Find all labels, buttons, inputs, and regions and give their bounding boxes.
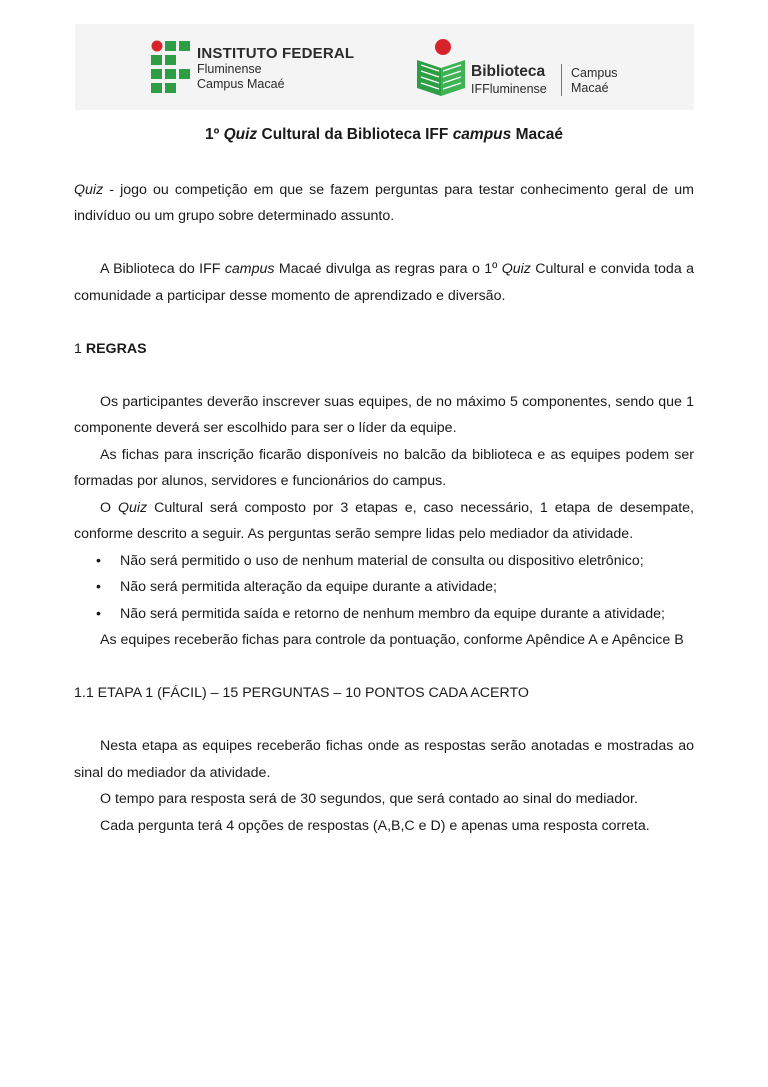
etapa1-paragraph-3: Cada pergunta terá 4 opções de respostas (A,B,C e D) e apenas uma resposta correta. [100,817,650,834]
section-heading-etapa1: 1.1 ETAPA 1 (FÁCIL) – 15 PERGUNTAS – 10 PONTOS CADA ACERTO [74,685,529,701]
iff-name [197,46,354,90]
etapa1-paragraph-1: Nesta etapa as equipes receberão fichas onde as respostas serão anotadas e mostradas ao sinal do mediador da atividade. [74,738,694,781]
document-body [74,122,694,839]
biblioteca-book-icon [413,38,469,98]
biblioteca-name [471,64,547,95]
list-item: • Não será permitida alteração da equipe durante a atividade; [96,574,694,601]
biblioteca-campus [571,66,618,96]
document-title: 1º Quiz Cultural da Biblioteca IFF campus Macaé [205,126,563,143]
biblioteca-title: Biblioteca [471,63,546,80]
iff-line2: Campus Macaé [197,76,285,91]
quiz-definition: Quiz - jogo ou competição em que se fazem perguntas para testar conhecimento geral de um indivíduo ou um grupo sobre determinado assunto. [74,181,694,224]
section-heading-regras: 1 REGRAS [74,340,147,357]
rules-paragraph-3: O Quiz Cultural será composto por 3 etapas e, caso necessário, 1 etapa de desempate, conforme descrito a seguir. As perguntas serão sempre lidas pelo mediador da atividade. [74,499,694,542]
rules-paragraph-1: Os participantes deverão inscrever suas equipes, de no máximo 5 componentes, sendo que 1 componente deverá ser escolhido para ser o líder da equipe. [74,393,694,436]
campus-line1: Campus [571,66,618,80]
iff-logo-icon [151,40,191,100]
iff-title: INSTITUTO FEDERAL [197,45,355,62]
list-item: • Não será permitida saída e retorno de nenhum membro da equipe durante a atividade; [96,601,694,628]
rules-list [74,548,694,628]
iff-line1: Fluminense [197,62,262,76]
list-item: • Não será permitido o uso de nenhum material de consulta ou dispositivo eletrônico; [96,548,694,575]
intro-paragraph: A Biblioteca do IFF campus Macaé divulga as regras para o 1º Quiz Cultural e convida toda a comunidade a participar desse momento de aprendizado e diversão. [74,261,694,304]
biblioteca-sub: IFFluminense [471,81,547,96]
bullet-icon: • [96,552,101,569]
rules-paragraph-4: As equipes receberão fichas para controle da pontuação, conforme Apêndice A e Apêncice B [100,632,684,648]
bullet-icon: • [96,605,101,622]
header-banner [75,24,694,110]
header-divider [561,64,562,96]
rules-paragraph-2: As fichas para inscrição ficarão disponíveis no balcão da biblioteca e as equipes podem ser formadas por alunos, servidores e funcionários do campus. [74,446,694,489]
bullet-icon: • [96,579,101,595]
etapa1-paragraph-2: O tempo para resposta será de 30 segundos, que será contado ao sinal do mediador. [100,791,638,807]
campus-line2: Macaé [571,81,609,95]
